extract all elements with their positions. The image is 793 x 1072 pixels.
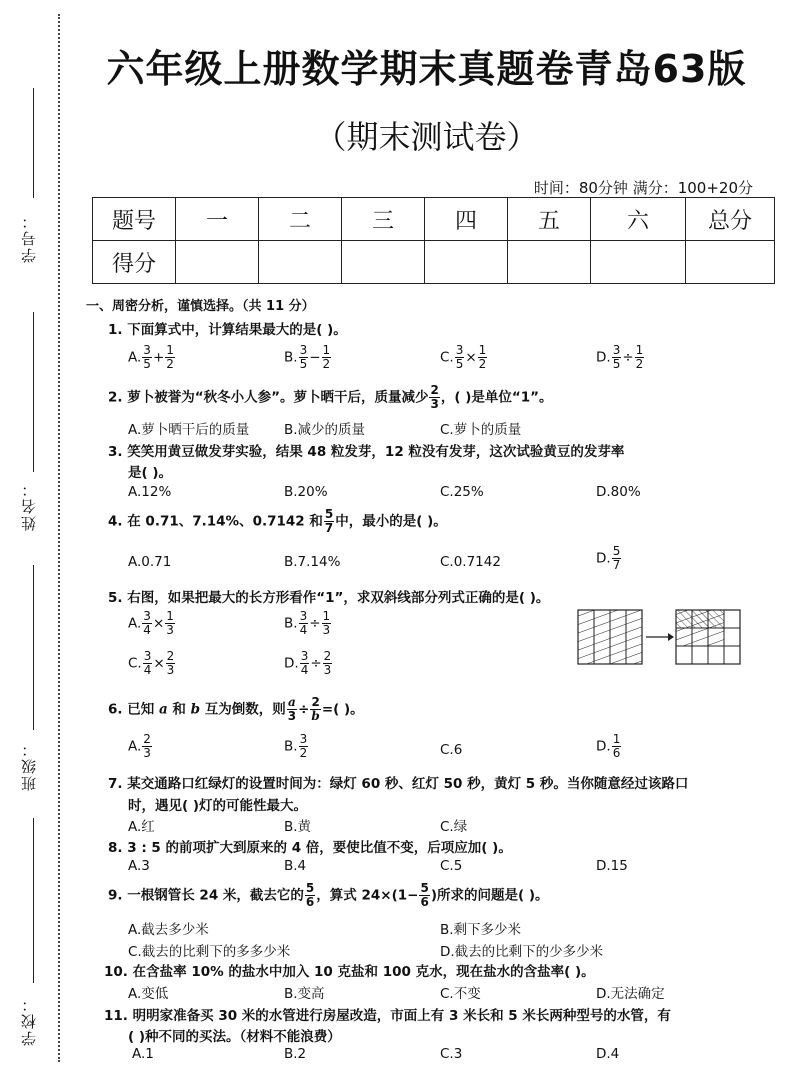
- q11-option-a[interactable]: A.1: [132, 1046, 154, 1062]
- class-line: [33, 565, 34, 730]
- question-2: 2. 萝卜被誉为“秋冬小人参”。萝卜晒干后，质量减少 $\frac{2}{3}$ ，( )是单位“1”。: [108, 383, 553, 411]
- exam-meta: 时间：80分钟 满分：100+20分: [533, 179, 753, 197]
- question-3-continued: 是( )。: [128, 465, 173, 481]
- question-6: 6. 已知 a 和 b 互为倒数，则 $\frac{a}{3}$ ÷ $\frac{2}{b}$ =( )。: [108, 695, 364, 723]
- q3-option-d[interactable]: D.80%: [596, 484, 641, 500]
- q2-option-b[interactable]: B.减少的质量: [284, 422, 366, 438]
- q9-option-a[interactable]: A.截去多少米: [128, 922, 209, 938]
- score-header-row: [93, 198, 775, 241]
- q1-option-c[interactable]: C. $\frac{3}{5}$ × $\frac{1}{2}$: [440, 343, 487, 371]
- question-1: 1. 下面算式中，计算结果最大的是( )。: [108, 322, 347, 338]
- q11-option-d[interactable]: D.4: [596, 1046, 620, 1062]
- score-cell[interactable]: [591, 241, 686, 284]
- score-cell[interactable]: [508, 241, 591, 284]
- class-label: 班级：: [20, 740, 38, 791]
- score-header-cell: 总分: [686, 198, 775, 241]
- question-5: 5. 右图，如果把最大的长方形看作“1”，求双斜线部分列式正确的是( )。: [108, 590, 550, 606]
- q9-option-b[interactable]: B.剩下多少米: [440, 922, 522, 938]
- question-11-continued: ( )种不同的买法。（材料不能浪费）: [128, 1029, 341, 1045]
- q6-option-c[interactable]: C.6: [440, 742, 463, 758]
- q5-option-a[interactable]: A. $\frac{3}{4}$ × $\frac{1}{3}$: [128, 609, 174, 637]
- school-line: [33, 818, 34, 983]
- score-cell[interactable]: [342, 241, 425, 284]
- question-4: 4. 在 0.71、7.14%、0.7142 和 $\frac{5}{7}$ 中，最小的是( )。: [108, 507, 447, 535]
- q10-option-b[interactable]: B.变高: [284, 986, 325, 1002]
- q4-option-a[interactable]: A.0.71: [128, 554, 172, 570]
- q4-option-b[interactable]: B.7.14%: [284, 554, 341, 570]
- q1-option-a[interactable]: A. $\frac{3}{5}$ + $\frac{1}{2}$: [128, 343, 174, 371]
- q7-option-c[interactable]: C.绿: [440, 819, 468, 835]
- q3-option-b[interactable]: B.20%: [284, 484, 328, 500]
- q3-option-c[interactable]: C.25%: [440, 484, 484, 500]
- q6-option-d[interactable]: D. $\frac{1}{6}$: [596, 732, 621, 760]
- binding-dotted-line: [58, 14, 60, 1062]
- score-table: [92, 197, 775, 284]
- q8-option-a[interactable]: A.3: [128, 858, 150, 874]
- student-id-line: [33, 88, 34, 198]
- score-cell[interactable]: [686, 241, 775, 284]
- name-label: 姓名：: [20, 480, 38, 531]
- score-header-cell: 三: [342, 198, 425, 241]
- page-title: 六年级上册数学期末真题卷青岛63版: [106, 47, 747, 91]
- q2-option-c[interactable]: C.萝卜的质量: [440, 422, 522, 438]
- q5-option-b[interactable]: B. $\frac{3}{4}$ ÷ $\frac{1}{3}$: [284, 609, 331, 637]
- q10-option-a[interactable]: A.变低: [128, 986, 169, 1002]
- score-header-cell: 题号: [93, 198, 176, 241]
- school-label: 学校：: [20, 995, 38, 1046]
- q3-option-a[interactable]: A.12%: [128, 484, 172, 500]
- score-header-cell: 一: [176, 198, 259, 241]
- score-cell[interactable]: [259, 241, 342, 284]
- question-7: 7. 某交通路口红绿灯的设置时间为：绿灯 60 秒、红灯 50 秒，黄灯 5 秒。当你随意经过该路口: [108, 776, 689, 792]
- question-9: 9. 一根钢管长 24 米，截去它的 $\frac{5}{6}$ ，算式 24×(1− $\frac{5}{6}$ )所求的问题是( )。: [108, 881, 549, 909]
- q7-option-a[interactable]: A.红: [128, 819, 155, 835]
- question-7-continued: 时，遇见( )灯的可能性最大。: [128, 798, 308, 814]
- score-header-cell: 五: [508, 198, 591, 241]
- student-id-label: 学号：: [20, 212, 38, 263]
- q1-option-b[interactable]: B. $\frac{3}{5}$ − $\frac{1}{2}$: [284, 343, 331, 371]
- question-8: 8. 3 : 5 的前项扩大到原来的 4 倍，要使比值不变，后项应加( )。: [108, 840, 512, 856]
- q4-option-c[interactable]: C.0.7142: [440, 554, 501, 570]
- q8-option-d[interactable]: D.15: [596, 858, 628, 874]
- q4-option-d[interactable]: D. $\frac{5}{7}$: [596, 544, 621, 572]
- q10-option-d[interactable]: D.无法确定: [596, 986, 665, 1002]
- q10-option-c[interactable]: C.不变: [440, 986, 481, 1002]
- section-heading: 一、周密分析，谨慎选择。（共 11 分）: [86, 299, 315, 314]
- score-header-cell: 六: [591, 198, 686, 241]
- q2-option-a[interactable]: A.萝卜晒干后的质量: [128, 422, 250, 438]
- q5-option-d[interactable]: D. $\frac{3}{4}$ ÷ $\frac{2}{3}$: [284, 649, 332, 677]
- q5-diagram: [576, 608, 746, 668]
- score-header-cell: 四: [425, 198, 508, 241]
- q9-option-d[interactable]: D.截去的比剩下的少多少米: [440, 944, 604, 960]
- q5-option-c[interactable]: C. $\frac{3}{4}$ × $\frac{2}{3}$: [128, 649, 175, 677]
- q6-option-b[interactable]: B. $\frac{3}{2}$: [284, 732, 308, 760]
- name-line: [33, 312, 34, 472]
- question-10: 10. 在含盐率 10% 的盐水中加入 10 克盐和 100 克水，现在盐水的含盐率( )。: [104, 964, 595, 980]
- q1-option-d[interactable]: D. $\frac{3}{5}$ ÷ $\frac{1}{2}$: [596, 343, 644, 371]
- page-subtitle: （期末测试卷）: [314, 118, 539, 156]
- q9-option-c[interactable]: C.截去的比剩下的多多少米: [128, 944, 291, 960]
- score-row-label: 得分: [93, 241, 176, 284]
- question-3: 3. 笑笑用黄豆做发芽实验，结果 48 粒发芽，12 粒没有发芽，这次试验黄豆的发芽率: [108, 444, 625, 460]
- score-row: [93, 241, 775, 284]
- q8-option-b[interactable]: B.4: [284, 858, 307, 874]
- question-11: 11. 明明家准备买 30 米的水管进行房屋改造，市面上有 3 米长和 5 米长两种型号的水管，有: [104, 1008, 671, 1024]
- q8-option-c[interactable]: C.5: [440, 858, 463, 874]
- score-cell[interactable]: [425, 241, 508, 284]
- q7-option-b[interactable]: B.黄: [284, 819, 312, 835]
- q11-option-c[interactable]: C.3: [440, 1046, 463, 1062]
- q11-option-b[interactable]: B.2: [284, 1046, 307, 1062]
- score-cell[interactable]: [176, 241, 259, 284]
- q6-option-a[interactable]: A. $\frac{2}{3}$: [128, 732, 151, 760]
- score-header-cell: 二: [259, 198, 342, 241]
